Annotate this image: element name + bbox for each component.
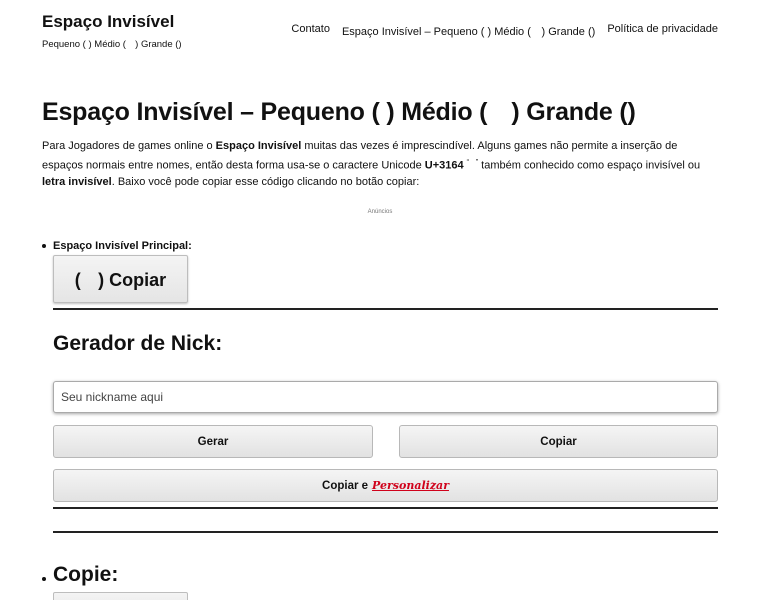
divider [53,308,718,310]
intro-paragraph [42,138,718,190]
intro-bold-letra: letra invisível [42,175,112,188]
copy-nick-button[interactable]: Copiar [399,425,718,458]
list-item-principal [42,240,192,252]
nick-generator-heading: Gerador de Nick: [53,332,223,355]
intro-text-2: muitas das vezes é imprescindível. Alguns games não permite a inserção de espaços normais entre nomes, então desta forma usa-se o caractere Unicode [42,140,678,172]
copie-button[interactable] [53,592,188,600]
copie-heading-label: Copie: [53,563,119,586]
site-tagline: Pequeno ( ) Médio (ㅤ) Grande () [42,39,182,50]
bullet-icon [42,577,46,581]
intro-text-1: Para Jogadores de games online o [42,140,216,152]
intro-unicode-char: “ㅤ” [466,158,479,166]
principal-label: Espaço Invisível Principal: [53,240,192,252]
site-title[interactable]: Espaço Invisível [42,12,175,31]
page-title: Espaço Invisível – Pequeno ( ) Médio (ㅤ) Grande () [42,98,636,126]
copy-customize-label: Copiar e [322,479,369,492]
nickname-input[interactable] [53,381,718,413]
divider [53,531,718,533]
bullet-icon [42,244,46,248]
copy-invisible-button[interactable]: (ㅤ) Copiar [53,255,188,303]
ads-label: Anúncios [367,209,393,215]
copie-heading [42,563,118,587]
copy-customize-button[interactable] [53,469,718,502]
intro-text-3: também conhecido como espaço invisível ou [478,159,701,172]
nav-item-contato[interactable]: Contato [291,23,330,35]
customize-link[interactable]: Personalizar [372,479,449,492]
main-nav [291,23,718,39]
intro-bold-espaco: Espaço Invisível [215,140,302,152]
divider [53,507,718,509]
intro-bold-unicode: U+3164 [424,159,464,172]
nav-item-politica-privacidade[interactable]: Política de privacidade [607,23,718,35]
generate-button[interactable]: Gerar [53,425,373,458]
intro-text-4: . Baixo você pode copiar esse código clicando no botão copiar: [111,175,420,188]
principal-list [42,240,192,252]
nav-item-espaco-invisivel[interactable]: Espaço Invisível – Pequeno ( ) Médio (ㅤ) Grande () [341,26,596,38]
